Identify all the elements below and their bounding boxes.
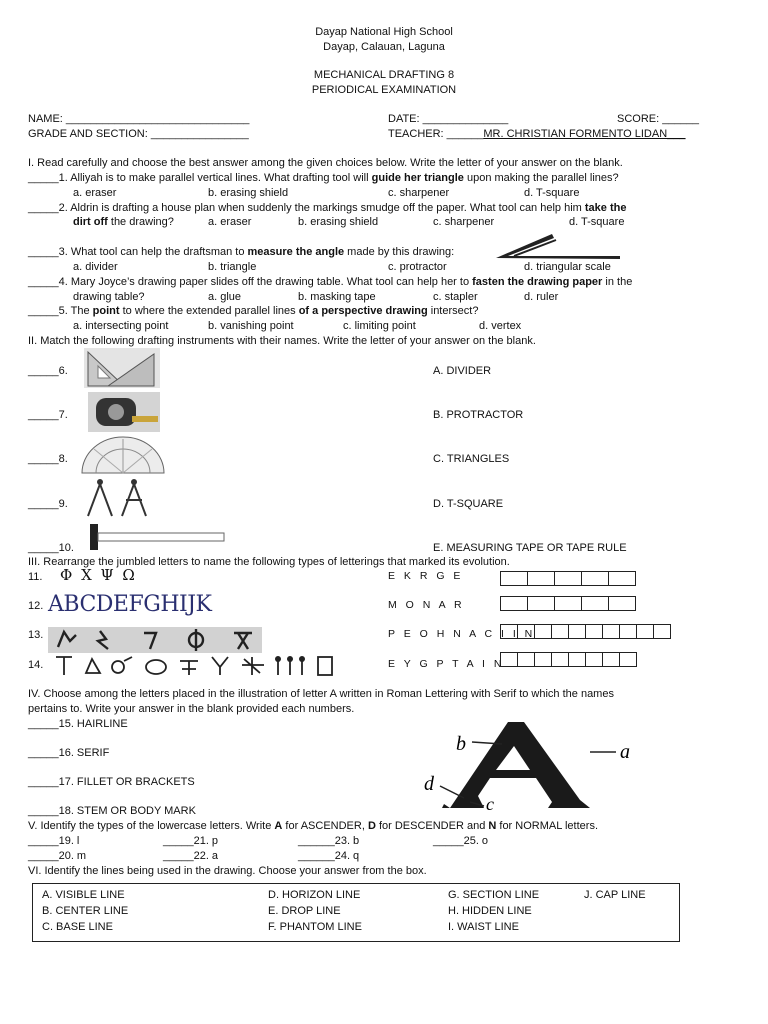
grade-section-field[interactable]: GRADE AND SECTION: ________________ xyxy=(28,128,249,140)
part5-item-23[interactable]: ______23. b xyxy=(298,835,360,847)
match-answer-c: C. TRIANGLES xyxy=(433,453,510,465)
q1-choice-d: d. T-square xyxy=(524,187,580,199)
q4-choice-d: d. ruler xyxy=(524,291,559,303)
greek-letters-sample: Φ Χ Ψ Ω xyxy=(60,566,137,584)
option-c: C. BASE LINE xyxy=(42,921,113,933)
match-item-9[interactable]: _____9. xyxy=(28,498,68,510)
jumble-13: P E O H N A C I I N xyxy=(388,628,536,640)
part4-item-16[interactable]: _____16. SERIF xyxy=(28,747,110,759)
match-answer-a: A. DIVIDER xyxy=(433,365,492,377)
q3-choice-c: c. protractor xyxy=(388,261,447,273)
question-3: _____3. What tool can help the draftsman to measure the angle made by this drawing: xyxy=(28,246,455,258)
q2-choice-d: d. T-square xyxy=(569,216,625,228)
part4-item-15[interactable]: _____15. HAIRLINE xyxy=(28,718,128,730)
egyptian-hieroglyphs-sample xyxy=(52,653,344,677)
part2-instruction: II. Match the following drafting instruments with their names. Write the letter of your answer on the blank. xyxy=(28,335,536,347)
divider-compass-icon xyxy=(84,478,154,518)
part5-item-21[interactable]: _____21. p xyxy=(163,835,219,847)
match-answer-b: B. PROTRACTOR xyxy=(433,409,524,421)
teacher-field xyxy=(388,127,686,141)
jumble-11: E K R G E xyxy=(388,570,464,582)
jumble-14: E Y G P T A I N xyxy=(388,658,505,670)
answer-boxes-13[interactable] xyxy=(501,624,671,638)
part5-item-24[interactable]: ______24. q xyxy=(298,850,360,862)
teacher-label: TEACHER: ______ xyxy=(388,128,484,140)
part3-instruction: III. Rearrange the jumbled letters to name the following types of letterings that marked its evolution. xyxy=(28,556,510,568)
lettering-num-13: 13. xyxy=(28,629,44,641)
protractor-icon xyxy=(78,435,168,475)
option-j: J. CAP LINE xyxy=(584,889,646,901)
match-answer-d: D. T-SQUARE xyxy=(433,498,504,510)
q1-choice-a: a. eraser xyxy=(73,187,117,199)
q5-choice-d: d. vertex xyxy=(479,320,522,332)
option-d: D. HORIZON LINE xyxy=(268,889,361,901)
match-item-8[interactable]: _____8. xyxy=(28,453,68,465)
label-a: a xyxy=(620,741,630,763)
label-b: b xyxy=(456,733,466,755)
q2-choice-b: b. erasing shield xyxy=(298,216,379,228)
answer-boxes-12[interactable] xyxy=(501,596,636,610)
measuring-tape-icon xyxy=(88,392,160,432)
q5-choice-a: a. intersecting point xyxy=(73,320,169,332)
option-f: F. PHANTOM LINE xyxy=(268,921,362,933)
question-2-cont: dirt off the drawing? xyxy=(73,216,174,228)
question-2: _____2. Aldrin is drafting a house plan when suddenly the markings smudge off the paper. What tool can help him take the xyxy=(28,202,627,214)
q1-choice-c: c. sharpener xyxy=(388,187,450,199)
teacher-name: MR. CHRISTIAN FORMENTO LIDAN___ xyxy=(483,128,686,140)
label-d: d xyxy=(424,773,434,795)
q1-choice-b: b. erasing shield xyxy=(208,187,289,199)
q5-choice-c: c. limiting point xyxy=(343,320,416,332)
roman-letters-sample: ABCDEFGHIJK xyxy=(48,592,212,617)
question-1: _____1. Alliyah is to make parallel vertical lines. What drafting tool will guide her triangle upon making the parallel lines? xyxy=(28,172,619,184)
part4-item-18[interactable]: _____18. STEM OR BODY MARK xyxy=(28,805,196,817)
score-field[interactable]: SCORE: ______ xyxy=(617,113,699,125)
answer-boxes-11[interactable] xyxy=(501,571,636,585)
lettering-num-12: 12. xyxy=(28,600,44,612)
label-c: c xyxy=(486,794,494,814)
date-field[interactable]: DATE: ______________ xyxy=(388,113,509,125)
match-item-7[interactable]: _____7. xyxy=(28,409,68,421)
t-square-icon xyxy=(86,522,228,552)
answer-boxes-14[interactable] xyxy=(501,652,637,666)
name-field[interactable]: NAME: ______________________________ xyxy=(28,113,250,125)
q2-choice-a: a. eraser xyxy=(208,216,252,228)
part5-instruction: V. Identify the types of the lowercase letters. Write A for ASCENDER, D for DESCENDER and N for NORMAL letters. xyxy=(28,820,598,832)
option-e: E. DROP LINE xyxy=(268,905,341,917)
school-address: Dayap, Calauan, Laguna xyxy=(323,41,445,53)
question-5: _____5. The point to where the extended parallel lines of a perspective drawing intersect? xyxy=(28,305,479,317)
phoenician-letters-sample xyxy=(48,627,262,653)
option-a: A. VISIBLE LINE xyxy=(42,889,125,901)
part5-item-19[interactable]: _____19. l xyxy=(28,835,80,847)
q4-choice-c: c. stapler xyxy=(433,291,478,303)
angle-drawing xyxy=(494,232,624,260)
q3-choice-b: b. triangle xyxy=(208,261,257,273)
part1-instruction: I. Read carefully and choose the best answer among the given choices below. Write the letter of your answer on the blank. xyxy=(28,157,623,169)
exam-title: PERIODICAL EXAMINATION xyxy=(311,84,457,96)
option-g: G. SECTION LINE xyxy=(448,889,540,901)
jumble-12: M O N A R xyxy=(388,599,465,611)
part4-item-17[interactable]: _____17. FILLET OR BRACKETS xyxy=(28,776,195,788)
part5-item-22[interactable]: _____22. a xyxy=(163,850,219,862)
match-item-6[interactable]: _____6. xyxy=(28,365,68,377)
question-4: _____4. Mary Joyce’s drawing paper slides off the drawing table. What tool can help her to fasten the drawing paper in the xyxy=(28,276,633,288)
triangles-icon xyxy=(84,348,160,388)
match-item-10[interactable]: _____10. xyxy=(28,542,74,554)
part4-instruction-cont: pertains to. Write your answer in the blank provided each numbers. xyxy=(28,703,355,715)
q4-choice-a: a. glue xyxy=(208,291,242,303)
q2-choice-c: c. sharpener xyxy=(433,216,495,228)
option-h: H. HIDDEN LINE xyxy=(448,905,532,917)
q3-choice-a: a. divider xyxy=(73,261,118,273)
part4-instruction: IV. Choose among the letters placed in the illustration of letter A written in Roman Lettering with Serif to which the names xyxy=(28,688,614,700)
roman-letter-a-figure xyxy=(420,718,660,812)
q3-choice-d: d. triangular scale xyxy=(524,261,611,273)
q4-choice-b: b. masking tape xyxy=(298,291,376,303)
part5-item-25[interactable]: _____25. o xyxy=(433,835,489,847)
lettering-num-11: 11. xyxy=(28,571,43,583)
school-name: Dayap National High School xyxy=(315,26,453,38)
subject-title: MECHANICAL DRAFTING 8 xyxy=(313,69,455,81)
part5-item-20[interactable]: _____20. m xyxy=(28,850,87,862)
option-b: B. CENTER LINE xyxy=(42,905,129,917)
match-answer-e: E. MEASURING TAPE OR TAPE RULE xyxy=(433,542,627,554)
option-i: I. WAIST LINE xyxy=(448,921,519,933)
question-4-cont: drawing table? xyxy=(73,291,145,303)
part6-instruction: VI. Identify the lines being used in the drawing. Choose your answer from the box. xyxy=(28,865,427,877)
lettering-num-14: 14. xyxy=(28,659,44,671)
q5-choice-b: b. vanishing point xyxy=(208,320,294,332)
